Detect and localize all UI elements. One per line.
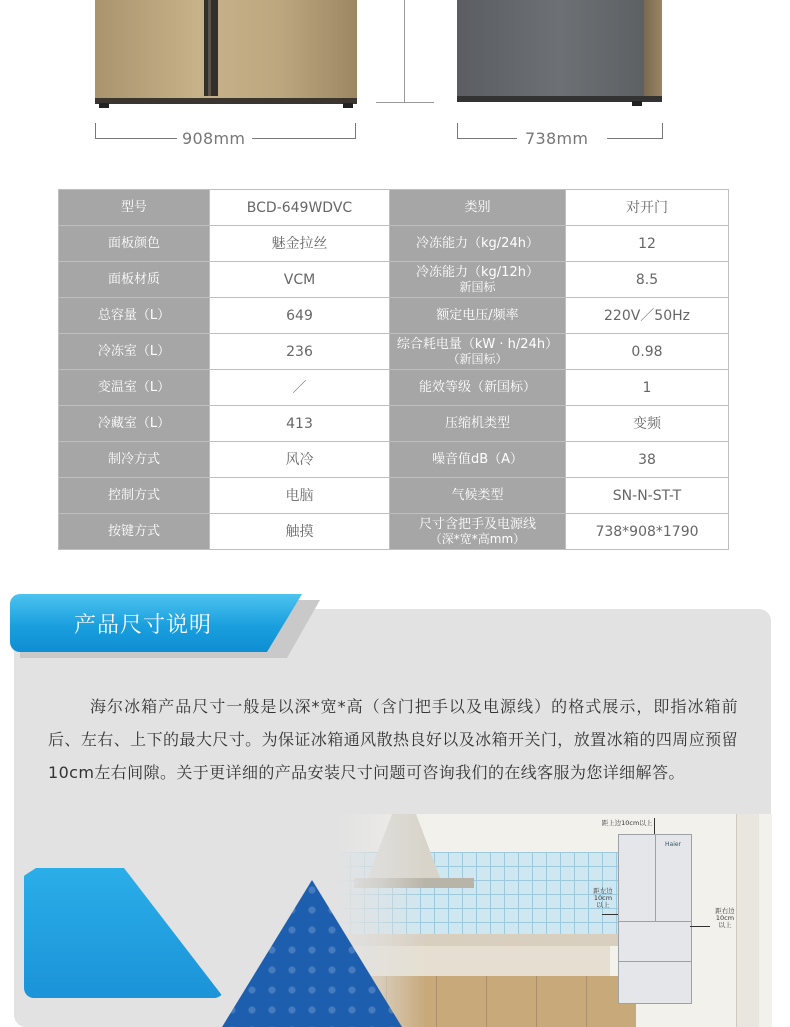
spec-label-subtext: （深*宽*高mm） — [429, 531, 526, 546]
spec-label — [59, 190, 210, 226]
spec-label — [59, 406, 210, 442]
spec-row — [59, 226, 729, 262]
spec-row — [59, 370, 729, 406]
spec-label-text: 总容量（L） — [97, 307, 171, 323]
spec-label — [390, 226, 566, 262]
spec-value: 12 — [566, 226, 729, 262]
spec-label-text: 面板颜色 — [107, 235, 160, 251]
spec-label — [59, 226, 210, 262]
spec-value: BCD-649WDVC — [210, 190, 390, 226]
section-title: 产品尺寸说明 — [74, 613, 213, 638]
spec-label-text: 按键方式 — [107, 523, 160, 539]
stand-pole — [404, 0, 405, 103]
spec-label-text: 变温室（L） — [97, 379, 171, 395]
spec-value: 38 — [566, 442, 729, 478]
fridge-foot — [632, 101, 642, 106]
kitchen-illustration — [336, 814, 772, 1027]
spec-table-body — [59, 190, 729, 550]
spec-label — [390, 190, 566, 226]
clearance-right-note: 距右边 10cm 以上 — [715, 907, 735, 929]
spec-label-text: 尺寸含把手及电源线 — [418, 516, 536, 532]
fridge-side-panel — [644, 0, 662, 98]
spec-value: 1 — [566, 370, 729, 406]
spec-row — [59, 334, 729, 370]
spec-value: 738*908*1790 — [566, 514, 729, 550]
spec-label — [59, 478, 210, 514]
brand-logo: Haier — [665, 841, 682, 848]
spec-label — [59, 262, 210, 298]
spec-row — [59, 298, 729, 334]
fridge-base — [95, 98, 357, 104]
gold-fridge-image — [95, 0, 357, 100]
spec-value: 魅金拉丝 — [210, 226, 390, 262]
spec-value: 触摸 — [210, 514, 390, 550]
clearance-top-note: 距上边10cm以上 — [601, 819, 653, 827]
spec-value: VCM — [210, 262, 390, 298]
spec-value: 8.5 — [566, 262, 729, 298]
spec-label — [390, 370, 566, 406]
spec-label-text: 冷冻室（L） — [97, 343, 171, 359]
spec-label — [59, 298, 210, 334]
size-description: 海尔冰箱产品尺寸一般是以深*宽*高（含门把手以及电源线）的格式展示，即指冰箱前后、左右、上下的最大尺寸。为保证冰箱通风散热良好以及冰箱开关门，放置冰箱的四周应预留10cm左右间隙。关于更详细的产品安装尺寸问题可咨询我们的在线客服为您详细解答。 — [48, 697, 738, 782]
spec-value: 649 — [210, 298, 390, 334]
spec-label-text: 冷冻能力（kg/24h） — [416, 235, 539, 251]
spec-label-text: 额定电压/频率 — [436, 307, 519, 323]
spec-label-text: 能效等级（新国标） — [418, 379, 536, 395]
spec-table — [58, 189, 729, 550]
spec-value: SN-N-ST-T — [566, 478, 729, 514]
fridge-foot — [343, 103, 353, 108]
spec-label-text: 冷藏室（L） — [97, 415, 171, 431]
clearance-left-note: 距左边 10cm 以上 — [593, 887, 613, 909]
spec-row — [59, 442, 729, 478]
spec-label — [59, 370, 210, 406]
spec-label — [390, 514, 566, 550]
spec-value: 对开门 — [566, 190, 729, 226]
spec-label — [390, 406, 566, 442]
spec-label-text: 气候类型 — [451, 487, 504, 503]
spec-label — [390, 442, 566, 478]
spec-label — [390, 298, 566, 334]
fridge-foot — [99, 103, 109, 108]
clearance-right-arrow — [690, 926, 710, 927]
spec-value: 风冷 — [210, 442, 390, 478]
spec-value: 变频 — [566, 406, 729, 442]
spec-label-text: 型号 — [120, 199, 147, 215]
spec-label-text: 综合耗电量（kW · h/24h） — [396, 336, 559, 352]
spec-value: ／ — [210, 370, 390, 406]
clearance-top-arrow — [654, 818, 655, 834]
spec-value: 0.98 — [566, 334, 729, 370]
french-door-fridge — [618, 834, 692, 1004]
spec-label-subtext: 新国标 — [459, 279, 496, 294]
stand-base — [376, 102, 434, 103]
side-view-fridge-image — [457, 0, 662, 98]
spec-label-text: 类别 — [464, 199, 491, 215]
spec-row — [59, 514, 729, 550]
spec-label — [390, 262, 566, 298]
spec-value: 236 — [210, 334, 390, 370]
spec-row — [59, 406, 729, 442]
spec-label-text: 制冷方式 — [107, 451, 160, 467]
spec-label — [390, 478, 566, 514]
spec-label — [390, 334, 566, 370]
spec-value: 413 — [210, 406, 390, 442]
spec-value: 电脑 — [210, 478, 390, 514]
spec-label-text: 面板材质 — [107, 271, 160, 287]
fridge-door-gap — [204, 0, 218, 96]
spec-label — [59, 442, 210, 478]
spec-row — [59, 190, 729, 226]
spec-row — [59, 262, 729, 298]
spec-label-text: 压缩机类型 — [444, 415, 510, 431]
spec-label-text: 噪音值dB（A） — [431, 451, 524, 467]
width-dimension-label: 908mm — [182, 129, 246, 148]
spec-value: 220V／50Hz — [566, 298, 729, 334]
depth-dimension-label: 738mm — [525, 129, 589, 148]
spec-label — [59, 334, 210, 370]
clearance-left-arrow — [602, 914, 618, 915]
spec-label — [59, 514, 210, 550]
spec-label-text: 冷冻能力（kg/12h） — [416, 264, 539, 280]
spec-label-subtext: （新国标） — [447, 351, 508, 366]
spec-row — [59, 478, 729, 514]
spec-label-text: 控制方式 — [107, 487, 160, 503]
